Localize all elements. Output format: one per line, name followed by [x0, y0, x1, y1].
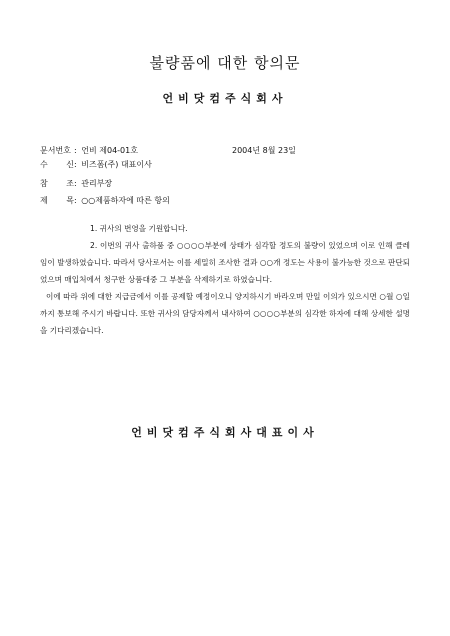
recipient-value: 비즈폼(주) 대표이사 — [81, 160, 152, 169]
paragraph-greeting: 1. 귀사의 번영을 기원합니다. — [90, 224, 188, 233]
reference-label: 참 조 — [40, 179, 74, 188]
recipient-row: 수 신: 비즈폼(주) 대표이사 — [40, 160, 152, 169]
document-title: 불량품에 대한 항의문 — [149, 54, 301, 72]
company-name: 언비닷컴주식회사 — [162, 92, 288, 105]
subject-value: ○○제품하자에 따른 항의 — [81, 196, 170, 205]
document-date: 2004년 8월 23일 — [232, 146, 296, 155]
document-body — [40, 220, 410, 339]
subject-label: 제 목 — [40, 196, 74, 205]
paragraph-request: 이에 따라 위에 대한 지급금에서 이를 공제할 예정이오니 양지하시기 바라오며 만일 이의가 있으시면 ○월 ○일까지 통보해 주시기 바랍니다. 또한 귀사의 담당자께서 내사하여 ○○○○부분의 심각한 하자에 대해 상세한 설명을 기다리겠습니다. — [40, 292, 410, 335]
signature-line: 언비닷컴주식회사대표이사 — [131, 426, 319, 439]
doc-number-label: 문서번호 — [40, 146, 71, 155]
reference-row: 참 조: 관리부장 — [40, 179, 113, 188]
doc-number-value: 언비 제04-01호 — [81, 146, 138, 155]
subject-row: 제 목: ○○제품하자에 따른 항의 — [40, 196, 170, 205]
recipient-label: 수 신 — [40, 160, 74, 169]
reference-value: 관리부장 — [81, 179, 113, 188]
paragraph-defect: 2. 이번의 귀사 출하품 중 ○○○○부분에 상태가 심각할 정도의 불량이 있었으며 이로 인해 클레임이 발생하였습니다. 따라서 당사로서는 이를 세밀히 조사한 결과 ○○개 정도는 사용이 불가능한 것으로 판단되었으며 매입처에서 청구한 상품대중 그 부분을 삭제하기로 하였습니다. — [40, 241, 410, 284]
doc-number-row: 문서번호 : 언비 제04-01호 — [40, 146, 138, 155]
